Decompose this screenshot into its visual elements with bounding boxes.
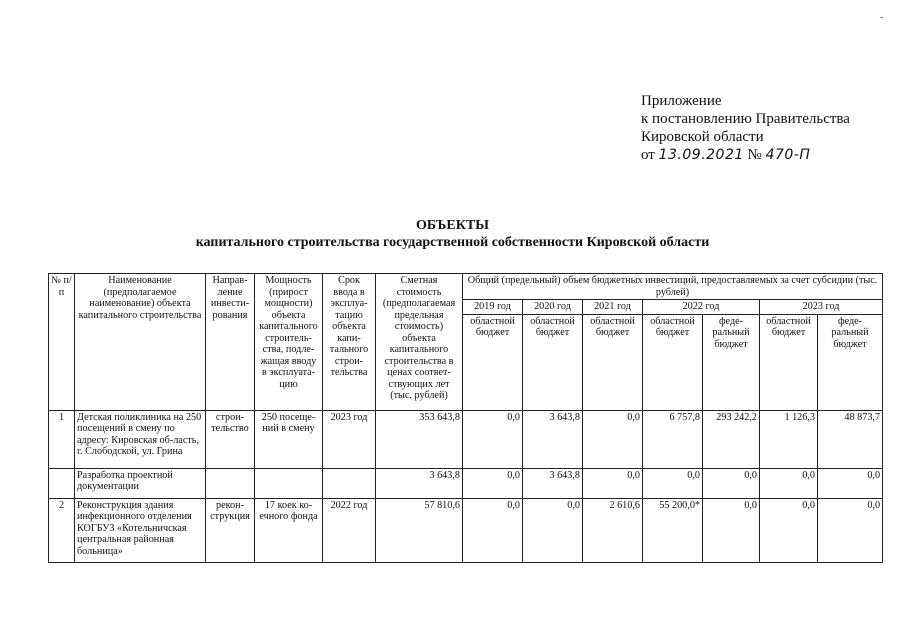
row-term	[323, 468, 376, 498]
header-num: № п/п	[49, 274, 75, 411]
row-term: 2023 год	[323, 410, 376, 468]
appendix-ot: от	[641, 147, 655, 163]
header-cost: Сметная стоимость (предполагаемая предельная стоимость) объекта капитального строительства в ценах соответ-ствующих лет (тыс. рублей)	[376, 274, 463, 411]
document-title	[0, 217, 905, 251]
row-2022-federal: 293 242,2	[703, 410, 760, 468]
header-2022: 2022 год	[643, 300, 760, 315]
row-name: Детская поликлиника на 250 посещений в смену по адресу: Кировская об-ласть, г. Слободской, ул. Грина	[75, 410, 206, 468]
row-2023-regional: 0,0	[760, 468, 818, 498]
row-2020: 3 643,8	[523, 468, 583, 498]
row-2023-federal: 48 873,7	[818, 410, 883, 468]
row-2021: 0,0	[583, 410, 643, 468]
header-investments: Общий (предельный) объем бюджетных инвестиций, предоставляемых за счет субсидии (тыс. рублей)	[463, 274, 883, 300]
header-direction: Направ-ление инвести-рования	[206, 274, 255, 411]
row-2022-federal: 0,0	[703, 498, 760, 562]
row-direction	[206, 468, 255, 498]
row-2019: 0,0	[463, 410, 523, 468]
table-row	[49, 498, 883, 562]
row-2023-regional: 0,0	[760, 498, 818, 562]
header-2022-federal: феде-ральный бюджет	[703, 314, 760, 410]
title-line-2: капитального строительства государственной собственности Кировской области	[195, 235, 710, 250]
appendix-block	[641, 92, 850, 164]
table-row	[49, 468, 883, 498]
row-direction: строи-тельство	[206, 410, 255, 468]
row-2023-regional: 1 126,3	[760, 410, 818, 468]
row-2022-regional: 6 757,8	[643, 410, 703, 468]
row-cost: 3 643,8	[376, 468, 463, 498]
row-2020: 0,0	[523, 498, 583, 562]
row-cost: 57 810,6	[376, 498, 463, 562]
header-2022-regional: областной бюджет	[643, 314, 703, 410]
header-name: Наименование (предполагаемое наименование) объекта капитального строительства	[75, 274, 206, 411]
row-capacity: 250 посеще-ний в смену	[255, 410, 323, 468]
appendix-title: Приложение	[641, 93, 722, 109]
handwritten-number: 470-П	[765, 147, 811, 163]
header-capacity: Мощность (прирост мощности) объекта капитального строитель-ства, подле-жащая вводу в эксплуата-цию	[255, 274, 323, 411]
row-2022-federal: 0,0	[703, 468, 760, 498]
row-2020: 3 643,8	[523, 410, 583, 468]
header-2021-regional: областной бюджет	[583, 314, 643, 410]
row-num: 2	[49, 498, 75, 562]
row-2019: 0,0	[463, 498, 523, 562]
header-term: Срок ввода в эксплуа-тацию объекта капи-тального строи-тельства	[323, 274, 376, 411]
row-2021: 2 610,6	[583, 498, 643, 562]
header-2020-regional: областной бюджет	[523, 314, 583, 410]
appendix-date-line	[641, 146, 850, 164]
row-2022-regional: 0,0	[643, 468, 703, 498]
number-sign: №	[747, 147, 762, 163]
row-name: Разработка проектной документации	[75, 468, 206, 498]
table-row	[49, 410, 883, 468]
header-2023: 2023 год	[760, 300, 883, 315]
header-row-1	[49, 274, 883, 300]
row-cost: 353 643,8	[376, 410, 463, 468]
row-capacity	[255, 468, 323, 498]
header-2023-regional: областной бюджет	[760, 314, 818, 410]
row-name: Реконструкция здания инфекционного отделения КОГБУЗ «Котельничская центральная районная больница»	[75, 498, 206, 562]
appendix-line-1: к постановлению Правительства	[641, 111, 850, 127]
row-direction: рекон-струкция	[206, 498, 255, 562]
title-line-1: ОБЪЕКТЫ	[416, 218, 489, 233]
row-2023-federal: 0,0	[818, 498, 883, 562]
row-num: 1	[49, 410, 75, 468]
row-2021: 0,0	[583, 468, 643, 498]
header-2020: 2020 год	[523, 300, 583, 315]
header-2019: 2019 год	[463, 300, 523, 315]
row-2023-federal: 0,0	[818, 468, 883, 498]
appendix-line-2: Кировской области	[641, 129, 764, 145]
row-2022-regional: 55 200,0*	[643, 498, 703, 562]
row-term: 2022 год	[323, 498, 376, 562]
handwritten-date: 13.09.2021	[658, 147, 744, 163]
header-2019-regional: областной бюджет	[463, 314, 523, 410]
corner-mark: -	[880, 12, 884, 23]
header-2021: 2021 год	[583, 300, 643, 315]
objects-table	[48, 273, 883, 563]
row-capacity: 17 коек ко-ечного фонда	[255, 498, 323, 562]
row-2019: 0,0	[463, 468, 523, 498]
row-num	[49, 468, 75, 498]
header-2023-federal: феде-ральный бюджет	[818, 314, 883, 410]
